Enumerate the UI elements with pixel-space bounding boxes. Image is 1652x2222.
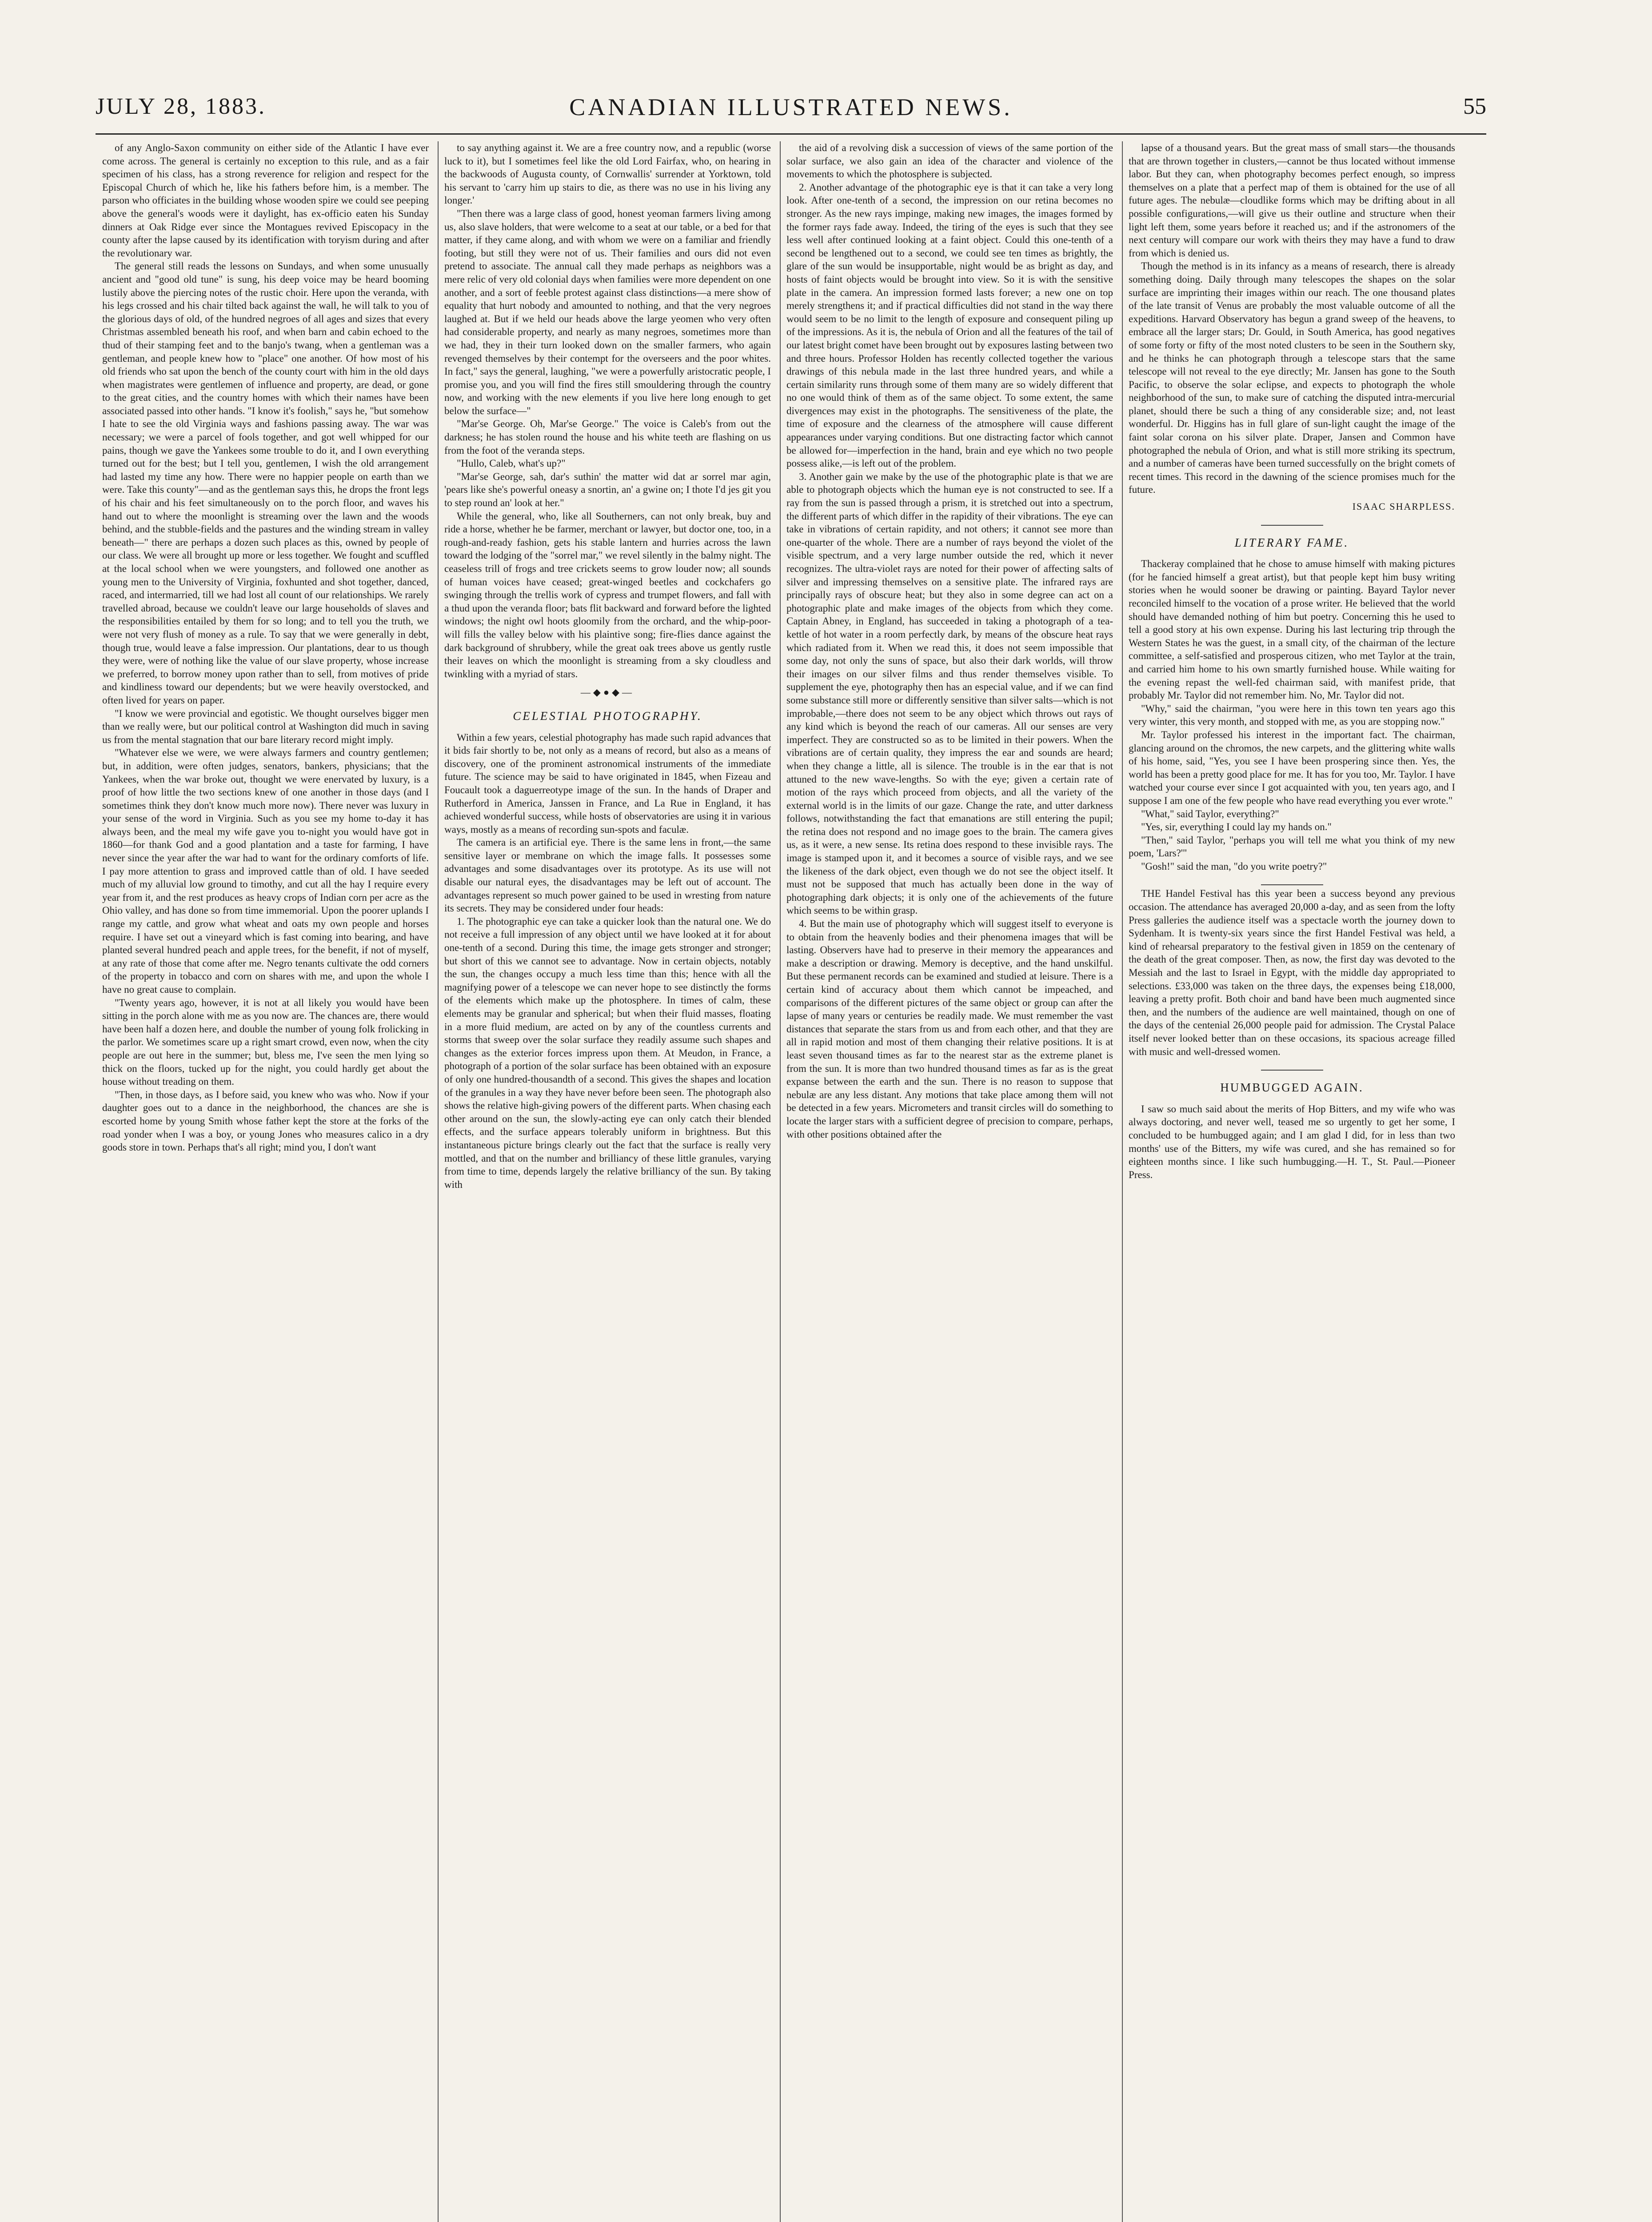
paragraph: "Hullo, Caleb, what's up?" [457, 458, 566, 469]
section-rule [1261, 884, 1323, 885]
masthead-title: CANADIAN ILLUSTRATED NEWS. [569, 94, 1013, 120]
paragraph: Thackeray complained that he chose to amuse himself with making pictures (for he fancied himself a great artist), but that people kept him busy writing stories when he would sooner be drawing or painting. Bayard Taylor never reconciled himself to the vocation of a prose writer. He believed that the world should have demanded nothing of him but poetry. Concerning this he used to tell a good story at his own expense. During his last lecturing trip through the Western States he was the guest, in a small city, of the chairman of the lecture committee, a self-satisfied and prosperous citizen, who met Taylor at the train, and carried him home to his own smartly furnished house. While waiting for the evening repast the well-fed chairman said, with manifest pride, that probably Mr. Taylor did not remember him. No, Mr. Taylor did not. [1129, 558, 1455, 701]
paragraph: "Then there was a large class of good, honest yeoman farmers living among us, also slave holders, that were welcome to a seat at our table, or a bed for that matter, if they came along, and with whom we were on a familiar and friendly footing, but still they were not of us. Their families and ours did not even pretend to associate. The annual call they made perhaps as neighbors was a mere relic of very old colonial days when families were more dependent on one another, and a sort of feeble protest against class distinctions—a mere show of equality that hurt nobody and amounted to nothing, and that the very negroes laughed at. But if we held our heads above the large yeomen who very often had considerable property, and nearly as many negroes, sometimes more than we had, they in their turn looked down on the smaller farmers, who again revenged themselves by their contempt for the overseers and the poor whites. In fact," says the general, laughing, "we were a powerfully aristocratic people, I promise you, and you will find the fires still smouldering through the country now, and working with the new elements if you live here long enough to get below the surface—" [444, 208, 771, 416]
paragraph: "Gosh!" said the man, "do you write poetry?" [1141, 860, 1327, 872]
paragraph: 4. But the main use of photography which will suggest itself to everyone is to obtain from the heavenly bodies and their phenomena images that will be lasting. Observers have had to preserve in their memory the appearances and make a description or drawing. Memory is deceptive, and the hand unskilful. But these permanent records can be examined and studied at leisure. There is a certain kind of accuracy about them which cannot be impeached, and comparisons of the different pictures of the same object or group can after the lapse of many years or centuries be readily made. We must remember the vast distances that separate the stars from us and from each other, and that they are all in rapid motion and most of them changing their relative positions. It is at least seven thousand times as far to the nearest star as the extreme planet is from the sun. It is more than two hundred thousand times as far as is the great expanse between the earth and the sun. There is no reason to suppose that nebulæ are any less distant. Any motions that take place among them will not be detected in a few years. Micrometers and transit circles will do something to locate the larger stars with a sufficient degree of precision to compare, perhaps, with other positions obtained after the [786, 918, 1113, 1140]
section-rule [1261, 525, 1323, 526]
paragraph: "Why," said the chairman, "you were here in this town ten years ago this very winter, this very month, and stopped with me, as you are stopping now." [1129, 703, 1455, 727]
paragraph: Though the method is in its infancy as a means of research, there is already something doing. Daily through many telescopes the shapes on the solar surface are imprinting their images within our reach. The one thousand plates of the late transit of Venus are probably the most valuable outcome of all the expeditions. Harvard Observatory has begun a grand sweep of the heavens, to embrace all the larger stars; Dr. Gould, in South America, has good negatives of some forty or fifty of the most noted clusters to be seen in the Southern sky, and he thinks he can photograph through a telescope stars that the same telescope will not reveal to the eye directly; Mr. Jansen has gone to the South Pacific, to observe the solar eclipse, and expects to photograph the whole neighborhood of the sun, to make sure of catching the disputed intra-mercurial planet, should there be such a thing of any considerable size; and, not least wonderful. Dr. Higgins has in full glare of sun-light caught the image of the faint solar corona on his silver plate. Draper, Jansen and Common have photographed the nebula of Orion, and what is still more striking its spectrum, and a number of cameras have been turned successfully on the bright comets of recent times. This record in the dawning of the science promises much for the future. [1129, 260, 1455, 496]
column-2 [444, 141, 771, 2222]
issue-date: JULY 28, 1883. [96, 94, 266, 119]
paragraph: I saw so much said about the merits of Hop Bitters, and my wife who was always doctoring, and never well, teased me so urgently to get her some, I concluded to be humbugged again; and I am glad I did, for in less than two months' use of the Bitters, my wife was cured, and she has remained so for eighteen months since. I like such humbugging.—H. T., St. Paul.—Pioneer Press. [1129, 1103, 1455, 1180]
column-4 [1129, 141, 1455, 2222]
page-number: 55 [1463, 94, 1486, 119]
paragraph: "What," said Taylor, everything?" [1141, 808, 1279, 819]
paragraph: of any Anglo-Saxon community on either side of the Atlantic I have ever come across. The general is certainly no exception to this rule, and as a fair specimen of his class, has a strong reverence for religion and respect for the Episcopal Church of which he, like his fathers before him, is a member. The parson who officiates in the building whose wooden spire we could see peeping above the general's woods were it daylight, has ex-officio eaten his Sunday dinners at Oak Ridge ever since the Montagues revived Episcopacy in the county after the lapse caused by its identification with toryism during and after the revolutionary war. [102, 142, 429, 259]
paragraph: lapse of a thousand years. But the great mass of small stars—the thousands that are thrown together in clusters,—cannot be thus located without immense labor. But they can, when photography becomes perfect enough, so impress themselves on a plate that a perfect map of them is obtained for the use of all future ages. The nebulæ—cloudlike forms which may be drifting about in all possible configurations,—will give us their outline and structure when their light left them, some years before it reached us; and if the astronomers of the next century will compare our work with theirs they may have a fund to draw from which is denied us. [1129, 142, 1455, 259]
column-divider [1122, 141, 1123, 2222]
page-header [96, 89, 1486, 129]
paragraph: "Then, in those days, as I before said, you knew who was who. Now if your daughter goes out to a dance in the neighborhood, the chances are she is escorted home by young Smith whose father kept the store at the forks of the road yonder when I was a boy, or young Jones who measures calico in a dry goods store in town. Perhaps that's all right; mind you, I don't want [102, 1089, 429, 1153]
paragraph: 3. Another gain we make by the use of the photographic plate is that we are able to photograph objects which the human eye is not constructed to see. If a ray from the sun is passed through a prism, it is stretched out into a spectrum, the different parts of which differ in the rapidity of their vibrations. The eye can take in vibrations of certain rapidity, and not others; it cannot see more than one-quarter of the whole. There are a number of rays beyond the violet of the visible spectrum, and a very large number outside the red, which it never recognizes. The ultra-violet rays are noted for their power of affecting salts of silver and impressing themselves on a sensitive plate. The infrared rays are principally rays of obscure heat; but they also in some degree can act on a photographic plate and make images of the objects from which they come. Captain Abney, in England, has succeeded in taking a photograph of a tea-kettle of hot water in a room perfectly dark, by means of the obscure heat rays which radiated from it. When we read this, it does not seem impossible that some day, not only the suns of space, but also their dark worlds, will throw their images on our silver films and thus render themselves visible. To supplement the eye, photography then has an especial value, and if we can find some substance still more or differently sensitive than silver salts—which is not improbable,—there does not seem to be any object which throws out rays of any kind which is beyond the reach of our cameras. All our senses are very imperfect. They are constructed so as to be limited in their powers. When the vibrations are of certain quality, they impress the ear and sounds are heard; when they change a little, all is silence. The trouble is in the ear that is not attuned to the new wave-lengths. So with the eye; given a certain rate of motion of the rays which proceed from objects, and all the variety of the external world is in the limits of our gaze. Change the rate, and utter darkness follows, notwithstanding the fact that emanations are still entering the pupil; the retina does not respond and no image goes to the brain. The camera gives us, as it were, a new sense. Its retina does respond to these invisible rays. The image is stamped upon it, and it becomes a source of visible rays, and we see the likeness of the dark object, even though we do not see the object itself. It must not be supposed that much has actually been done in the way of photographing dark objects; it is only one of the achievements of the future which seems to be within grasp. [786, 471, 1113, 916]
column-divider [780, 141, 781, 2222]
paragraph: THE Handel Festival has this year been a success beyond any previous occasion. The attendance has averaged 20,000 a-day, and as seen from the lofty Press galleries the audience itself was a spectacle worth the journey down to Sydenham. It is twenty-six years since the first Handel Festival was held, a kind of rehearsal preparatory to the festival given in 1859 on the centenary of the death of the great composer. Then, as now, the first day was devoted to the Messiah and the last to Israel in Egypt, with the middle day appropriated to selections. £33,000 was taken on the three days, the expenses being £18,000, leaving a pretty profit. Both choir and band have been much augmented since then, and the numbers of the audience are well maintained, though on one of the days of the centenial 26,000 people paid for admission. The Crystal Palace itself never looked better than on these occasions, its spacious acreage filled with music and well-dressed women. [1129, 888, 1455, 1057]
paragraph: Within a few years, celestial photography has made such rapid advances that it bids fair shortly to be, not only as a means of record, but also as a means of discovery, one of the prominent astronomical instruments of the immediate future. The science may be said to have originated in 1845, when Fizeau and Foucault took a daguerreotype image of the sun. In the hands of Draper and Rutherford in America, Janssen in France, and La Rue in England, it has achieved wonderful success, while hosts of observatories are using it in various ways, mostly as a means of recording sun-spots and faculæ. [444, 731, 771, 835]
paragraph: "Whatever else we were, we were always farmers and country gentlemen; but, in addition, were often judges, senators, bankers, physicians; that the Yankees, when the war broke out, thought we were enervated by luxury, is a proof of how little the two sections knew of one another in those days (and I sometimes think they don't know much more now). There never was luxury in your sense of the word in Virginia. Such as you see my home to-day it has always been, and the meal my wife gave you to-night you would have got in 1860—for thank God and a good plantation and a taste for farming, I have never since the year after the war had to want for the ordinary comforts of life. I pay more attention to grass and improved cattle than of old. I have seeded much of my alluvial low ground to timothy, and cut all the hay I require every year from it, and the rest produces as heavy crops of Indian corn per acre as the Ohio valley, and has done so from time immemorial. Upon the poorer uplands I range my cattle, and grow what wheat and oats my own people and horses require. I have set out a vineyard which is fast coming into bearing, and have planted several hundred peach and apple trees, for the benefit, if not of myself, at any rate of those that come after me. Negro tenants cultivate the odd corners of the property in tobacco and corn on shares with me, and upon the whole I have no great cause to complain. [102, 747, 429, 995]
article-title-literary-fame: LITERARY FAME. [1234, 536, 1349, 549]
header-rule [96, 133, 1486, 135]
column-divider [438, 141, 439, 2222]
paragraph: "I know we were provincial and egotistic. We thought ourselves bigger men than we really were, but our political control at Washington did much in saving us from the mental stagnation that our bare literary record might imply. [102, 707, 429, 745]
article-title-celestial-photography: CELESTIAL PHOTOGRAPHY. [513, 709, 702, 723]
author-byline: ISAAC SHARPLESS. [1352, 501, 1455, 512]
column-3 [786, 141, 1113, 2222]
paragraph: Mr. Taylor professed his interest in the important fact. The chairman, glancing around on the chromos, the new carpets, and the glittering white walls of his home, said, "Yes, you see I have been prospering since then. Yes, the world has been a pretty good place for me. It has for you too, Mr. Taylor. I have watched your course ever since I got acquainted with you, ten years ago, and I suppose I am one of the few people who have read everything you ever wrote." [1129, 729, 1455, 806]
paragraph: 2. Another advantage of the photographic eye is that it can take a very long look. After one-tenth of a second, the impression on our retina becomes no stronger. As the new rays impinge, making new images, the images formed by the former rays fade away. Indeed, the tiring of the eyes is such that they see less well after continued looking at a faint object. Could this one-tenth of a second be lengthened out to a second, we could see ten times as brightly, the glare of the sun would be insupportable, night would be as bright as day, and hosts of faint objects would be brought into view. So it is with the sensitive plate in the camera. An impression formed lasts forever; a new one on top merely strengthens it; and if practical difficulties did not stand in the way there would seem to be no limit to the length of exposure and consequent piling up of the impressions. As it is, the nebula of Orion and all the features of the tail of our latest bright comet have been brought out by exposures lasting between two and three hours. Professor Holden has recently collected together the various drawings of this nebula made in the last three hundred years, and while a certain similarity runs through some of them many are so widely different that no one would think of them as of the same object. To some extent, the same divergences may exist in the photographs. The sensitiveness of the plate, the time of exposure and the clearness of the atmosphere will cause different appearances under varying conditions. But one distracting factor which cannot be allowed for—imperfection in the hand, brain and eye which no two people possess alike,—is left out of the problem. [786, 181, 1113, 469]
paragraph: While the general, who, like all Southerners, can not only break, buy and ride a horse, whether he be farmer, merchant or lawyer, but doctor one, too, in a rough-and-ready fashion, gets his stable lantern and hurries across the lawn toward the lodging of the "sorrel mar," we revel silently in the balmy night. The ceaseless trill of frogs and tree crickets seems to grow louder now; all sounds of human voices have ceased; great-winged beetles and cockchafers go swinging through the trellis work of cypress and trumpet flowers, and fall with a thud upon the veranda floor; bats flit backward and forward before the lighted windows; the night owl hoots gloomily from the orchard, and the whip-poor-will fills the valley below with his plaintive song; fire-flies dance against the dark background of shrubbery, while the great oak trees above us gently rustle their leaves on which the moonlight is streaming from a sky cloudless and twinkling with a myriad of stars. [444, 510, 771, 679]
paragraph: "Yes, sir, everything I could lay my hands on." [1141, 821, 1332, 833]
paragraph: 1. The photographic eye can take a quicker look than the natural one. We do not receive a full impression of any object until we have looked at it for about one-tenth of a second. During this time, the image gets stronger and stronger; but short of this we cannot see to advantage. Now in certain objects, notably the sun, the changes occupy a much less time than this; hence with all the magnifying power of a telescope we can never hope to see distinctly the forms of the elements which make up the photosphere. In times of calm, these elements may be granular and spherical; but when their fluid masses, floating in a more fluid medium, are acted on by any of the countless currents and storms that sweep over the solar surface they readily assume such shapes and changes as the exterior forces impress upon them. At Meudon, in France, a photograph of a portion of the solar surface has been obtained with an exposure of only one hundred-thousandth of a second. This gives the shapes and location of the granules in a way they have never before been seen. The photograph also shows the relative high-giving powers of the different parts. When chasing each other around on the sun, the slowly-acting eye can only catch their blended effects, and the surface appears tolerably uniform in brightness. But this instantaneous picture brings clearly out the fact that the surface is really very mottled, and that on the number and brilliancy of these little granules, varying from time to time, depends largely the relative brilliancy of the sun. By taking with [444, 915, 771, 1190]
paragraph: to say anything against it. We are a free country now, and a republic (worse luck to it), but I sometimes feel like the old Lord Fairfax, who, on hearing in the backwoods of Augusta county, of Cornwallis' surrender at Yorktown, told his servant to 'carry him up stairs to die, as there was no use in his living any longer.' [444, 142, 771, 206]
section-rule [1261, 1070, 1323, 1071]
column-1 [102, 141, 429, 2222]
section-ornament: —◆●◆— [580, 687, 635, 698]
article-title-humbugged-again: HUMBUGGED AGAIN. [1220, 1081, 1364, 1095]
paragraph: "Mar'se George. Oh, Mar'se George." The voice is Caleb's from out the darkness; he has stolen round the house and his white teeth are flashing on us from the foot of the veranda steps. [444, 418, 771, 456]
paragraph: "Mar'se George, sah, dar's suthin' the matter wid dat ar sorrel mar agin, 'pears like she's powerful oneasy a snortin, an' a gwine on; I thote I'd jes git you to step round an' look at her." [444, 471, 771, 509]
paragraph: "Twenty years ago, however, it is not at all likely you would have been sitting in the porch alone with me as you now are. The chances are, there would have been half a dozen here, and double the number of young folk frolicking in the parlor. We sometimes scare up a right smart crowd, even now, when the city people are out here in the summer; but, bless me, I've seen the men lying so thick on the floors, tucked up for the night, you could hardly get about the house without treading on them. [102, 997, 429, 1087]
paragraph: The camera is an artificial eye. There is the same lens in front,—the same sensitive layer or membrane on which the image falls. It possesses some advantages and some disadvantages over its prototype. As its use will not disable our natural eyes, the disadvantages may be left out of account. The advantages represent so much power gained to be used in wresting from nature its secrets. They may be considered under four heads: [444, 837, 771, 914]
paragraph: "Then," said Taylor, "perhaps you will tell me what you think of my new poem, 'Lars?'" [1129, 834, 1455, 859]
paragraph: The general still reads the lessons on Sundays, and when some unusually ancient and "good old tune" is sung, his deep voice may be heard booming lustily above the piercing notes of the rustic choir. Here upon the veranda, with his legs crossed and his chair tilted back against the wall, he will talk to you of the glorious days of old, of the hundred negroes of all ages and sizes that every Christmas assembled beneath his roof, and when barn and cabin echoed to the thud of their stamping feet and to the banjo's twang, when a gentleman was a gentleman, and people knew how to "place" one another. Of how most of his old friends who sat upon the bench of the county court with him in the old days when magistrates were gentlemen of influence and property, are dead, or gone to the great cities, and the country homes with which their names have been associated passed into other hands. "I know it's foolish," says he, "but somehow I hate to see the old Virginia ways and fashions passing away. The war was necessary; we were a parcel of fools together, and got well whipped for our pains, though we gave the Yankees some trouble to do it, and I own everything turned out for the best; but I tell you, gentlemen, I wish the old arrangement had lasted my time any how. There were no happier people on earth than we were. Take this county"—and as the gentleman says this, he drops the front legs of his chair and his feet simultaneously on to the porch floor, and waves his hand out to where the moonlight is streaming over the lawn and the woods behind, and the stubble-fields and the pastures and the winding stream in valley beneath—" there are perhaps a dozen such places as this, owned by people of our class. We were all brought up more or less together. We fought and scuffled at the local school when we were youngsters, and followed one another as young men to the University of Virginia, foxhunted and shot together, danced, raced, and intermarried, till we had lost all count of our relationships. We rarely travelled abroad, because we couldn't leave our large households of slaves and the responsibilities entailed by them for so long; and to tell you the truth, we were not very flush of money as a rule. To say that we were generally in debt, though true, would leave a false impression. Our plantations, dear to us though they were, were of nothing like the value of our slave property, whose increase we preferred, to borrow money upon rather than to sell, from motives of pride and kindliness toward our dependents; but we were heavily overstocked, and often lived for years on paper. [102, 260, 429, 706]
paragraph: the aid of a revolving disk a succession of views of the same portion of the solar surface, we also gain an idea of the character and violence of the movements to which the photosphere is subjected. [786, 142, 1113, 180]
